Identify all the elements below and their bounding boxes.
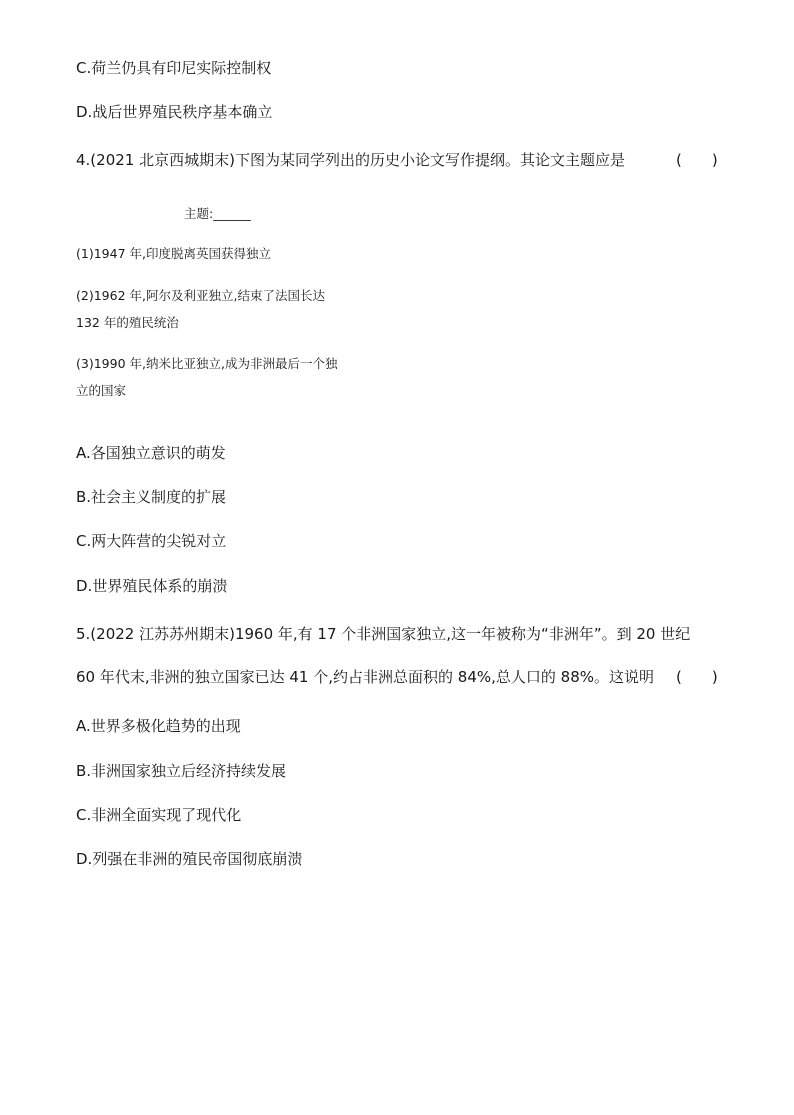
q5-option-b: B.非洲国家独立后经济持续发展 [76,762,287,780]
q3-option-d: D.战后世界殖民秩序基本确立 [76,103,273,121]
q5-option-c: C.非洲全面实现了现代化 [76,806,242,824]
q4-outline-topic: 主题:______ [184,206,251,221]
q4-outline-item-3-line-2: 立的国家 [76,383,127,398]
q3-option-c: C.荷兰仍具有印尼实际控制权 [76,59,272,77]
q4-option-b: B.社会主义制度的扩展 [76,488,227,506]
q4-outline-item-2-line-1: (2)1962 年,阿尔及利亚独立,结束了法国长达 [76,288,325,303]
q4-answer-blank: ( ) [676,151,718,169]
q4-outline-item-2-line-2: 132 年的殖民统治 [76,315,179,330]
q5-stem-line-2: 60 年代末,非洲的独立国家已达 41 个,约占非洲总面积的 84%,总人口的 88%。这说明 [76,668,655,686]
q4-option-a: A.各国独立意识的萌发 [76,444,226,462]
q4-outline-item-3-line-1: (3)1990 年,纳米比亚独立,成为非洲最后一个独 [76,356,338,371]
q4-option-d: D.世界殖民体系的崩溃 [76,577,228,595]
q5-answer-blank: ( ) [676,668,718,686]
q4-option-c: C.两大阵营的尖锐对立 [76,532,227,550]
q4-stem: 4.(2021 北京西城期末)下图为某同学列出的历史小论文写作提纲。其论文主题应是 [76,151,625,169]
q5-stem-line-1: 5.(2022 江苏苏州期末)1960 年,有 17 个非洲国家独立,这一年被称为“非洲年”。到 20 世纪 [76,625,691,643]
q5-option-a: A.世界多极化趋势的出现 [76,717,241,735]
q4-outline-item-1: (1)1947 年,印度脱离英国获得独立 [76,246,271,261]
q5-option-d: D.列强在非洲的殖民帝国彻底崩溃 [76,850,303,868]
